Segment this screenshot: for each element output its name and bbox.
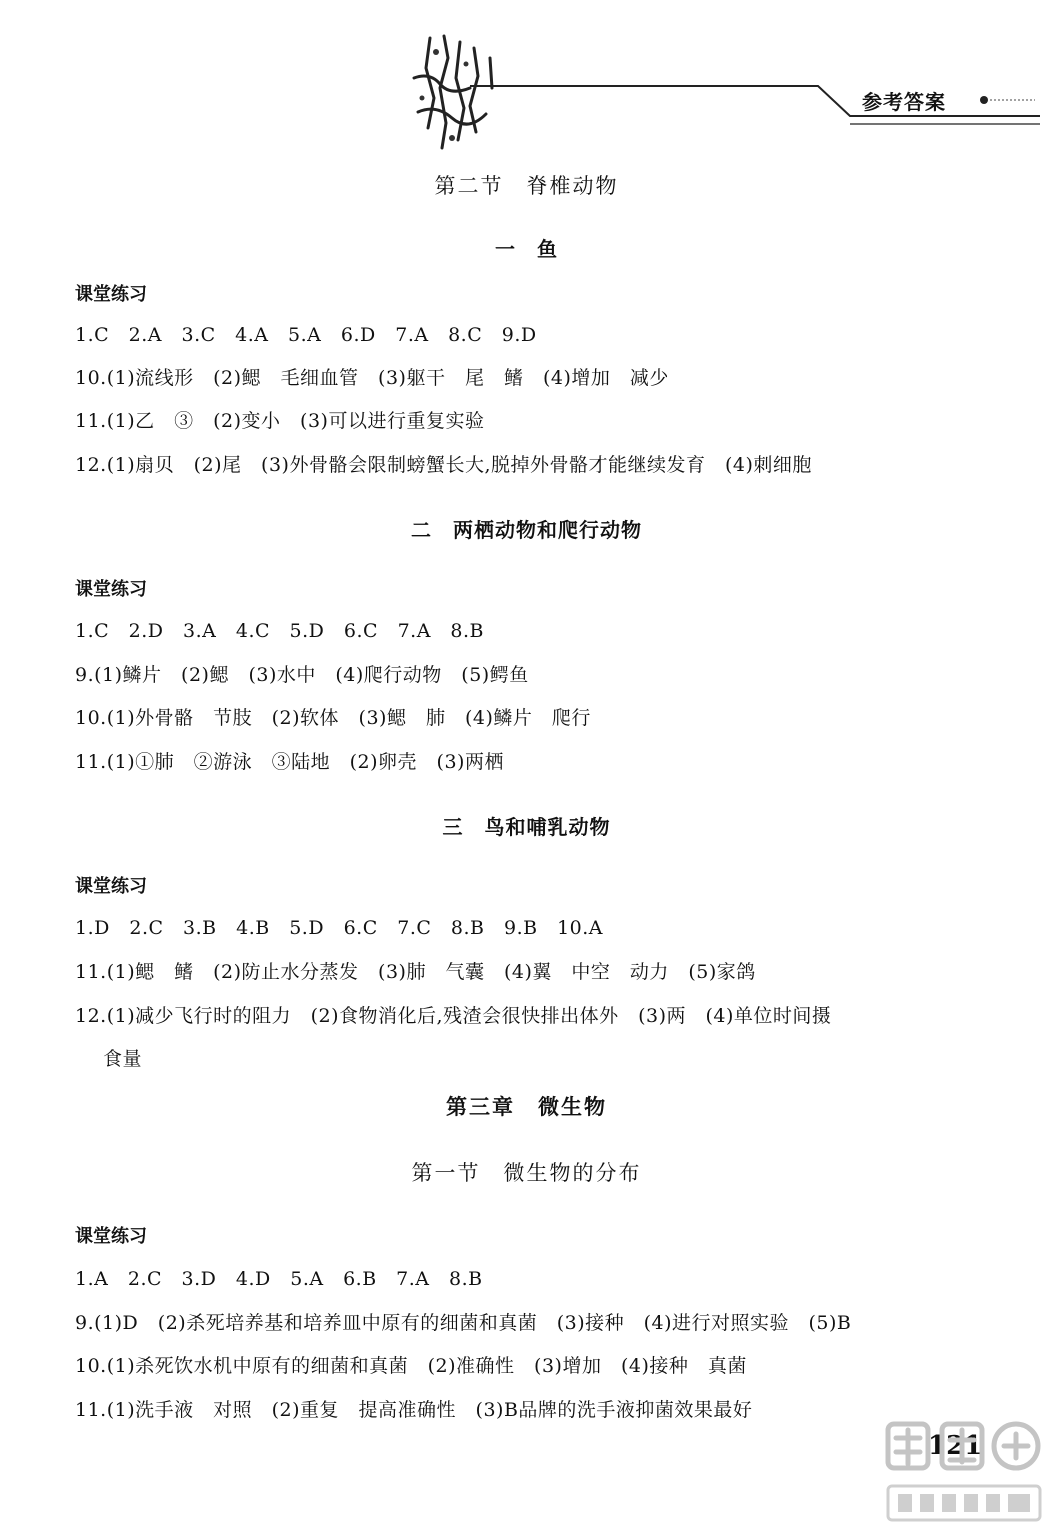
answer-line: 11.(1)乙 ③ (2)变小 (3)可以进行重复实验 bbox=[75, 410, 485, 432]
answer-line: 1.C 2.A 3.C 4.A 5.A 6.D 7.A 8.C 9.D bbox=[75, 324, 537, 346]
header-label: 参考答案 bbox=[862, 90, 946, 114]
chapter-title: 第三章 微生物 bbox=[446, 1095, 607, 1119]
subsection-title-amphibians: 二 两栖动物和爬行动物 bbox=[411, 518, 642, 542]
chapter-section-title: 第一节 微生物的分布 bbox=[411, 1161, 642, 1185]
answer-line: 9.(1)D (2)杀死培养基和培养皿中原有的细菌和真菌 (3)接种 (4)进行对照实验 (5)B bbox=[75, 1312, 852, 1334]
answer-line: 12.(1)扇贝 (2)尾 (3)外骨骼会限制螃蟹长大,脱掉外骨骼才能继续发育 (4)刺细胞 bbox=[75, 454, 812, 476]
subsection-title-birds-mammals: 三 鸟和哺乳动物 bbox=[442, 815, 611, 839]
answer-line: 10.(1)流线形 (2)鳃 毛细血管 (3)躯干 尾 鳍 (4)增加 减少 bbox=[75, 367, 669, 389]
answer-line: 11.(1)鳃 鳍 (2)防止水分蒸发 (3)肺 气囊 (4)翼 中空 动力 (5)家鸽 bbox=[75, 961, 756, 983]
answer-line: 1.C 2.D 3.A 4.C 5.D 6.C 7.A 8.B bbox=[75, 620, 485, 642]
section-title: 第二节 脊椎动物 bbox=[434, 174, 619, 198]
page-number: 121 bbox=[928, 1431, 983, 1461]
exercise-heading: 课堂练习 bbox=[75, 284, 147, 305]
header-rule bbox=[0, 0, 1053, 140]
answer-line: 11.(1)洗手液 对照 (2)重复 提高准确性 (3)B品牌的洗手液抑菌效果最好 bbox=[75, 1399, 753, 1421]
subsection-title-fish: 一 鱼 bbox=[495, 237, 558, 261]
answer-line: 1.D 2.C 3.B 4.B 5.D 6.C 7.C 8.B 9.B 10.A bbox=[75, 917, 604, 939]
exercise-heading: 课堂练习 bbox=[75, 579, 147, 600]
answer-line-continuation: 食量 bbox=[103, 1048, 143, 1070]
watermark-logo-icon bbox=[880, 1412, 1048, 1530]
answer-line: 10.(1)杀死饮水机中原有的细菌和真菌 (2)准确性 (3)增加 (4)接种 真菌 bbox=[75, 1355, 747, 1377]
answer-line: 10.(1)外骨骼 节肢 (2)软体 (3)鳃 肺 (4)鳞片 爬行 bbox=[75, 707, 591, 729]
answer-line: 12.(1)减少飞行时的阻力 (2)食物消化后,残渣会很快排出体外 (3)两 (4)单位时间摄 bbox=[75, 1005, 832, 1027]
answer-line: 9.(1)鳞片 (2)鳃 (3)水中 (4)爬行动物 (5)鳄鱼 bbox=[75, 664, 529, 686]
answer-line: 11.(1)①肺 ②游泳 ③陆地 (2)卵壳 (3)两栖 bbox=[75, 751, 504, 773]
exercise-heading: 课堂练习 bbox=[75, 876, 147, 897]
exercise-heading: 课堂练习 bbox=[75, 1226, 147, 1247]
answer-line: 1.A 2.C 3.D 4.D 5.A 6.B 7.A 8.B bbox=[75, 1268, 483, 1290]
